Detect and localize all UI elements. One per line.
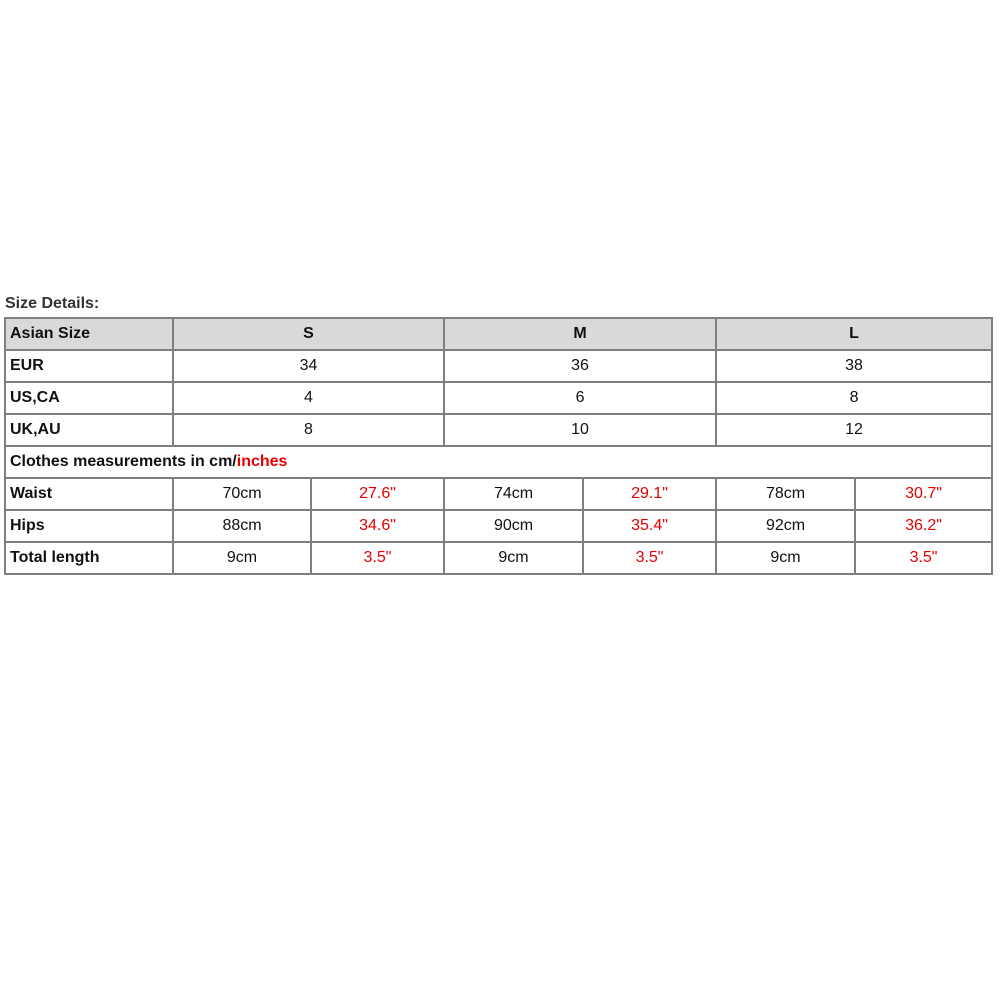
waist-s-cm: 70cm <box>173 478 311 510</box>
hips-l-cm: 92cm <box>716 510 855 542</box>
us-l-cell: 8 <box>716 382 992 414</box>
eur-l-cell: 38 <box>716 350 992 382</box>
us-ca-row <box>5 382 992 414</box>
size-chart-table <box>4 317 993 575</box>
uk-l-cell: 12 <box>716 414 992 446</box>
total-length-row <box>5 542 992 574</box>
hips-m-inch: 35.4" <box>583 510 716 542</box>
eur-row <box>5 350 992 382</box>
size-s-header: S <box>173 318 444 350</box>
hips-l-inch: 36.2" <box>855 510 992 542</box>
us-s-cell: 4 <box>173 382 444 414</box>
uk-s-cell: 8 <box>173 414 444 446</box>
row-label: Waist <box>5 478 173 510</box>
uk-m-cell: 10 <box>444 414 716 446</box>
hips-m-cm: 90cm <box>444 510 583 542</box>
measurements-title-prefix: Clothes measurements in cm/ <box>10 453 237 470</box>
us-m-cell: 6 <box>444 382 716 414</box>
row-label: US,CA <box>5 382 173 414</box>
waist-row <box>5 478 992 510</box>
eur-m-cell: 36 <box>444 350 716 382</box>
hips-row <box>5 510 992 542</box>
size-details-caption: Size Details: <box>5 295 100 312</box>
waist-m-inch: 29.1" <box>583 478 716 510</box>
waist-s-inch: 27.6" <box>311 478 444 510</box>
length-s-cm: 9cm <box>173 542 311 574</box>
length-s-inch: 3.5" <box>311 542 444 574</box>
hips-s-inch: 34.6" <box>311 510 444 542</box>
row-label: UK,AU <box>5 414 173 446</box>
waist-l-cm: 78cm <box>716 478 855 510</box>
measurements-title-row <box>5 446 992 478</box>
length-m-inch: 3.5" <box>583 542 716 574</box>
measurements-title-suffix: inches <box>236 453 288 470</box>
row-label: Hips <box>5 510 173 542</box>
uk-au-row <box>5 414 992 446</box>
size-m-header: M <box>444 318 716 350</box>
size-l-header: L <box>716 318 992 350</box>
measurements-title <box>5 446 992 478</box>
asian-size-label: Asian Size <box>5 318 173 350</box>
length-l-inch: 3.5" <box>855 542 992 574</box>
header-row <box>5 318 992 350</box>
length-l-cm: 9cm <box>716 542 855 574</box>
row-label: Total length <box>5 542 173 574</box>
waist-m-cm: 74cm <box>444 478 583 510</box>
length-m-cm: 9cm <box>444 542 583 574</box>
row-label: EUR <box>5 350 173 382</box>
eur-s-cell: 34 <box>173 350 444 382</box>
hips-s-cm: 88cm <box>173 510 311 542</box>
waist-l-inch: 30.7" <box>855 478 992 510</box>
